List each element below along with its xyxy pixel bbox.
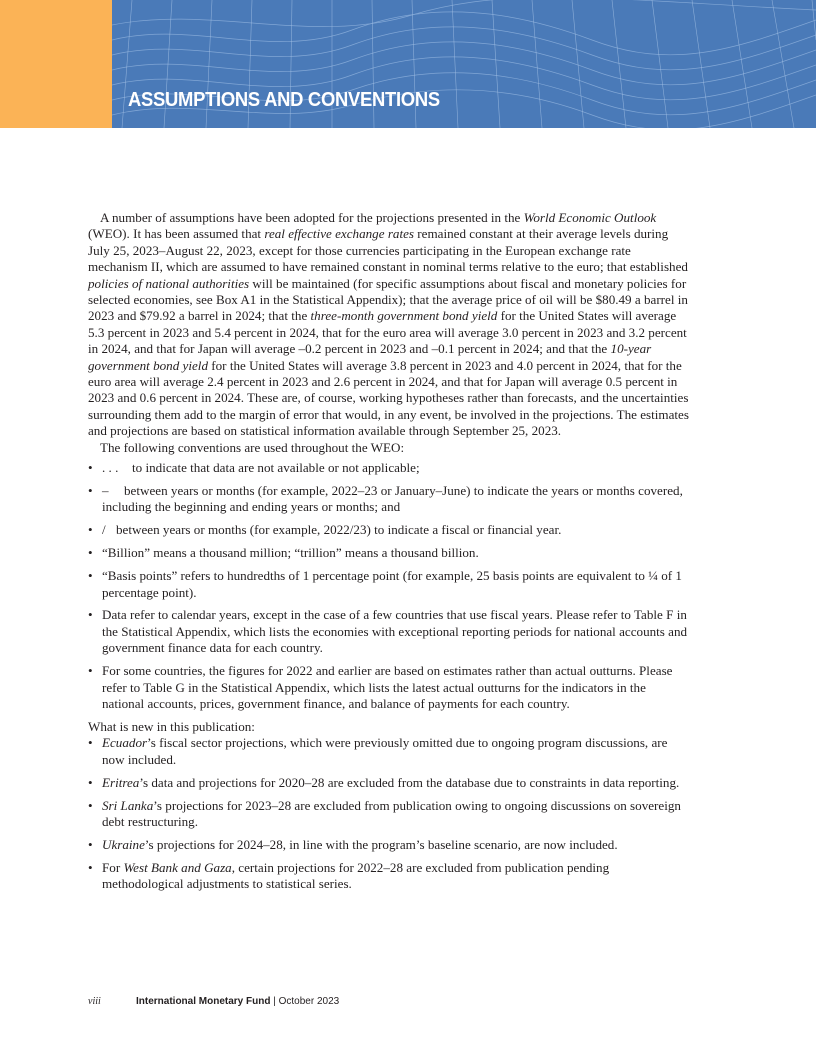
bullet-icon: •	[88, 663, 93, 679]
intro-text: A number of assumptions have been adopted for the projections presented in the	[100, 210, 524, 225]
whats-new-list	[88, 735, 690, 892]
intro-italic-exchange-rates: real effective exchange rates	[264, 226, 415, 242]
bullet-icon: •	[88, 797, 93, 813]
list-item	[88, 545, 690, 561]
intro-paragraph	[88, 210, 690, 440]
list-item-text: ’s projections for 2024–28, in line with the program’s baseline scenario, are now included.	[144, 836, 618, 852]
convention-symbol: . . .	[102, 460, 119, 476]
list-item	[88, 775, 690, 791]
list-item	[88, 798, 690, 831]
intro-italic-ten-year-yield: 10-year government bond yield	[88, 341, 652, 373]
list-item-text: ’s fiscal sector projections, which were previously omitted due to ongoing program discussions, are now included.	[102, 735, 668, 767]
page-number: viii	[88, 996, 101, 1007]
bullet-icon: •	[88, 483, 93, 498]
intro-text: for the United States will average 3.8 percent in 2023 and 4.0 percent in 2024, that for the euro area will average 2.4 percent in 2023 and 2.6 percent in 2024, and that for Japan will average 0.5 percent in 2023 and 0.6 percent in 2024. These are, of course, working hypotheses rather than forecasts, and the uncertainties surrounding them add to the margin of error that would, in any event, be involved in the projections. The estimates and projections are based on statistical information available through September 25, 2023.	[88, 357, 689, 439]
bullet-icon: •	[88, 774, 93, 790]
conventions-list	[88, 460, 690, 712]
bullet-icon: •	[88, 836, 93, 852]
country-name: Ukraine	[102, 836, 145, 852]
header-banner	[0, 0, 816, 128]
list-item	[88, 860, 690, 893]
conventions-intro: The following conventions are used throughout the WEO:	[100, 439, 405, 455]
list-item-prefix: For	[102, 859, 124, 875]
list-item	[88, 568, 690, 601]
convention-text: to indicate that data are not available or not applicable;	[132, 460, 420, 476]
intro-text: remained constant at their average levels during July 25, 2023–August 22, 2023, except for those currencies participating in the European exchange rate mechanism II, which are assumed to have remained constant in nominal terms relative to the euro; that established	[88, 226, 688, 275]
country-name: West Bank and Gaza	[123, 859, 232, 875]
convention-text: Data refer to calendar years, except in the case of a few countries that use fiscal years. Please refer to Table F in the Statistical Appendix, which lists the economies with exceptional reporting periods for national accounts and government finance data for each country.	[102, 607, 688, 656]
page-title: ASSUMPTIONS AND CONVENTIONS	[128, 89, 440, 111]
list-item-text: ’s projections for 2023–28 are excluded from publication owing to ongoing discussions on sovereign debt restructuring.	[102, 797, 681, 829]
intro-italic-three-month-yield: three-month government bond yield	[310, 308, 498, 324]
intro-text: will be maintained (for specific assumptions about fiscal and monetary policies for selected economies, see Box A1 in the Statistical Appendix); that the average price of oil will be $80.49 a barrel in 2023 and $79.92 a barrel in 2024; that the	[88, 275, 688, 324]
country-name: Eritrea	[102, 774, 140, 790]
whats-new-heading: What is new in this publication:	[88, 718, 255, 734]
country-name: Sri Lanka	[102, 797, 154, 813]
bullet-icon: •	[88, 545, 93, 561]
banner-orange-block	[0, 0, 112, 128]
list-item	[88, 607, 690, 656]
convention-text: “Billion” means a thousand million; “trillion” means a thousand billion.	[102, 545, 479, 561]
list-item	[88, 663, 690, 712]
convention-symbol: /	[102, 522, 106, 538]
main-content	[88, 210, 690, 899]
intro-italic-policies: policies of national authorities	[88, 275, 250, 291]
bullet-icon: •	[88, 460, 93, 476]
intro-text: (WEO). It has been assumed that	[88, 226, 265, 242]
bullet-icon: •	[88, 568, 93, 584]
country-name: Ecuador	[102, 735, 148, 751]
intro-italic-weo: World Economic Outlook	[523, 210, 657, 225]
convention-text: For some countries, the figures for 2022 and earlier are based on estimates rather than actual outturns. Please refer to Table G in the Statistical Appendix, which lists the latest actual outturns for the indicators in the national accounts, prices, government finance, and balance of payments for each country.	[102, 663, 673, 711]
intro-text: for the United States will average 5.3 percent in 2023 and 5.4 percent in 2024, that for the euro area will average 3.0 percent in 2023 and 3.2 percent in 2024, and that for Japan will average –0.2 percent in 2023 and –0.1 percent in 2024; and that the	[88, 308, 687, 357]
list-item	[88, 837, 690, 853]
bullet-icon: •	[88, 522, 93, 538]
publisher-name: International Monetary Fund	[136, 996, 271, 1007]
page-footer	[88, 996, 339, 1007]
footer-separator: |	[270, 996, 279, 1007]
list-item	[88, 735, 690, 768]
list-item-text: ’s data and projections for 2020–28 are excluded from the database due to constraints in data reporting.	[139, 774, 680, 790]
convention-text: between years or months (for example, 2022/23) to indicate a fiscal or financial year.	[116, 522, 562, 538]
convention-text: “Basis points” refers to hundredths of 1 percentage point (for example, 25 basis points are equivalent to ¼ of 1 percentage point).	[102, 568, 682, 600]
list-item	[88, 522, 690, 538]
publication-date: October 2023	[278, 996, 340, 1007]
bullet-icon: •	[88, 859, 93, 875]
list-item-text: , certain projections for 2022–28 are excluded from publication pending methodological adjustments to statistical series.	[102, 859, 610, 892]
convention-text: between years or months (for example, 2022–23 or January–June) to indicate the years or months covered, including the beginning and ending years or months; and	[102, 483, 683, 515]
list-item	[88, 460, 690, 476]
bullet-icon: •	[88, 735, 93, 751]
convention-symbol: –	[102, 483, 109, 498]
list-item	[88, 483, 690, 516]
bullet-icon: •	[88, 607, 93, 623]
